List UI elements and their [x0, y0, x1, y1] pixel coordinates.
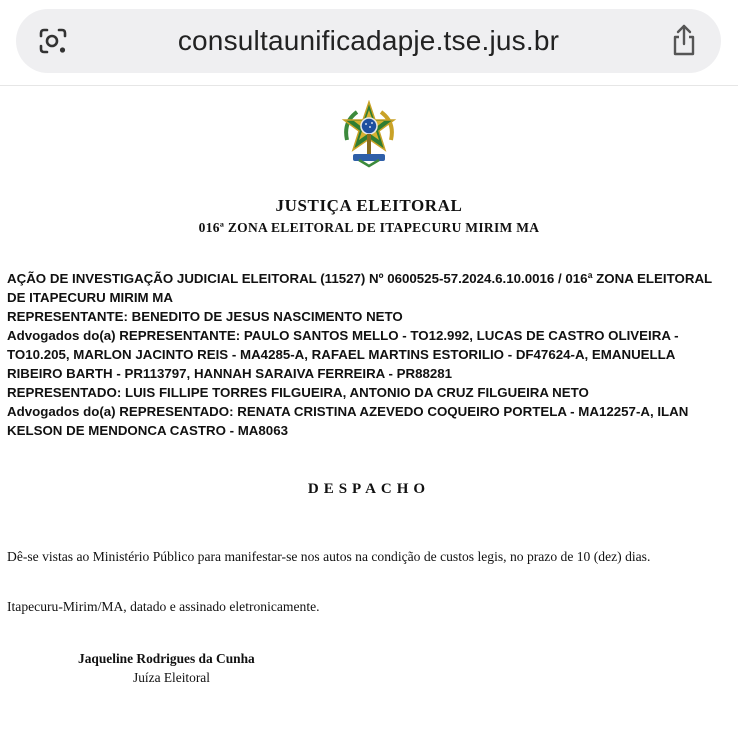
case-line: AÇÃO DE INVESTIGAÇÃO JUDICIAL ELEITORAL (11527) Nº 0600525-57.2024.6.10.0016 / 016ª ZONA ELEITORAL DE ITAPECURU MIRIM MA [7, 271, 712, 305]
case-line: REPRESENTANTE: BENEDITO DE JESUS NASCIMENTO NETO [7, 309, 403, 324]
signer-role: Juíza Eleitoral [133, 670, 210, 685]
browser-toolbar [0, 0, 738, 86]
coat-of-arms-icon [339, 100, 399, 170]
signer-name: Jaqueline Rodrigues da Cunha [78, 651, 255, 666]
case-line: REPRESENTADO: LUIS FILLIPE TORRES FILGUEIRA, ANTONIO DA CRUZ FILGUEIRA NETO [7, 385, 589, 400]
section-title: DESPACHO [307, 481, 431, 497]
document-page [0, 86, 738, 753]
body-paragraph: Dê-se vistas ao Ministério Público para manifestar-se nos autos na condição de custos legis, no prazo de 10 (dez) dias. [7, 549, 651, 564]
case-line: Advogados do(a) REPRESENTADO: RENATA CRISTINA AZEVEDO COQUEIRO PORTELA - MA12257-A, ILAN KELSON DE MENDONCA CASTRO - MA8063 [7, 404, 689, 438]
case-details [7, 269, 733, 440]
address-bar[interactable] [16, 9, 721, 73]
court-subtitle: 016ª ZONA ELEITORAL DE ITAPECURU MIRIM MA [198, 220, 540, 235]
case-line: Advogados do(a) REPRESENTANTE: PAULO SANTOS MELLO - TO12.992, LUCAS DE CASTRO OLIVEIRA - TO10.205, MARLON JACINTO REIS - MA4285-A, RAFAEL MARTINS ESTORILIO - DF47624-A, EMANUELLA RIBEIRO BARTH - PR113797, HANNAH SARAIVA FERREIRA - PR88281 [7, 328, 679, 381]
share-icon[interactable] [669, 23, 699, 57]
url-text[interactable]: consultaunificadapje.tse.jus.br [177, 25, 560, 56]
court-title: JUSTIÇA ELEITORAL [275, 196, 463, 215]
body-paragraph: Itapecuru-Mirim/MA, datado e assinado eletronicamente. [7, 599, 320, 614]
